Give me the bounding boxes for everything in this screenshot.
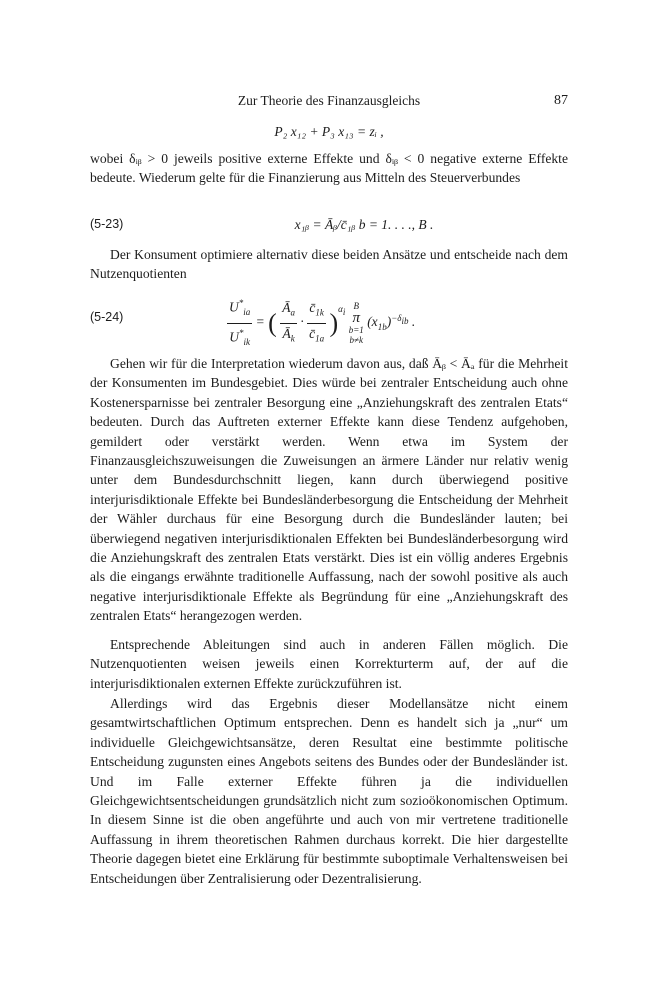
page-number: 87 [554, 93, 568, 108]
fraction-c: $\frac{c̄_{1k}}{c̄_{1a}}$ [309, 299, 325, 344]
running-header [90, 93, 568, 109]
utility-quotient: $\frac{U^*_{ia}}{U^*_{ik}}$ [227, 294, 252, 352]
fraction-a: $\frac{Ā_a}{Ā_k}$ [282, 299, 295, 344]
paragraph-2: Der Konsument optimiere alternativ diese beiden Ansätze und entscheide nach dem Nutzenquotienten [90, 247, 568, 282]
equation-label-5-24: (5-24) [90, 310, 124, 324]
paragraph-5: Allerdings wird das Ergebnis dieser Modellansätze nicht einem gesamtwirtschaftlichen Optimum entsprechen. Denn es handelt sich ja „nur“ um individuelle Gleichgewichtsansätze, deren Resultat eine bestimmte politische Entscheidung zugunsten eines Angebots seitens des Bundes oder der Bundesländer ist. Und im Falle externer Effekte führen ja die individuellen Gleichgewichtsentscheidungen grundsätzlich nicht zum sozioökonomischen Optimum. In diesem Sinne ist die oben angeführte und auch von mir vertretene traditionelle Auffassung in ihrem theoretischen Rahmen durchaus korrekt. Die hier dargestellte Theorie dagegen bietet eine Erklärung für bestimmte suboptimale Verhaltensweisen bei Entscheidungen über Zentralisierung oder Dezentralisierung. [90, 696, 568, 886]
equation-5-23-body: x₁ᵦ = Āᵦ/c̄₁ᵦ b = 1. . . ., B . [294, 217, 434, 232]
paragraph-4: Entsprechende Ableitungen sind auch in anderen Fällen möglich. Die Nutzenquotienten weisen jeweils einen Korrekturterm auf, der auf die interjurisdiktionalen externen Effekte zurückzuführen ist. [90, 637, 568, 691]
paragraph-1: wobei δᵢᵦ > 0 jeweils positive externe Effekte und δᵢᵦ < 0 negative externe Effekte bedeute. Wiederum gelte für die Finanzierung aus Mitteln des Steuerverbundes [90, 151, 568, 186]
product-operator: B π b=1 b≠k [348, 301, 364, 346]
equation-5-24-body: $\frac{U^*_{ia}}{U^*_{ik}}$ = ( $\frac{Ā_a}{Ā_k}$ · $\frac{c̄_{1k}}{c̄_{1a}}$ )$^{\alpha_i}$ B π b=1 b≠k $(x_{1b})^{-\delta_{ib}}$ . [227, 294, 415, 352]
equation-top: P₂ x₁₂ + P₃ x₁₃ = zᵢ , [274, 124, 384, 139]
running-title: Zur Theorie des Finanzausgleichs [237, 93, 421, 108]
paragraph-3: Gehen wir für die Interpretation wiederum davon aus, daß Āᵦ < Āₐ für die Mehrheit der Konsumenten im Bundesgebiet. Dies würde bei zentraler Entscheidung auch ohne Kostenersparnisse bei zentraler Besorgung eine „Anziehungskraft des zentralen Etats“ bedeuten. Durch das Auftreten externer Effekte kann diese Tendenz aufgehoben, gemildert oder verstärkt werden. Wenn etwa im System der Finanzausgleichszuweisungen die Zuweisungen an ärmere Länder nur relativ wenig unter dem Bundesdurchschnitt liegen, kann durch überwiegend positive interjurisdiktionale Effekte bei Bundesländerbesorgung die Entscheidung der Mehrheit der Wähler durchaus für eine Besorgung durch die Bundesländer lauten; bei überwiegend negativen interjurisdiktionalen Effekten bei Bundesländerbesorgung wird die Anziehungskraft des zentralen Etats verstärkt. Dies ist ein völlig anderes Ergebnis als die eingangs erwähnte traditionelle Auffassung, nach der sowohl positive als auch negative interjurisdiktionale Effekte als Begründung für eine „Anziehungskraft des zentralen Etats“ herangezogen werden. [90, 356, 568, 624]
equation-5-24 [90, 292, 568, 347]
equation-5-23 [90, 215, 568, 234]
equation-label-5-23: (5-23) [90, 217, 124, 231]
